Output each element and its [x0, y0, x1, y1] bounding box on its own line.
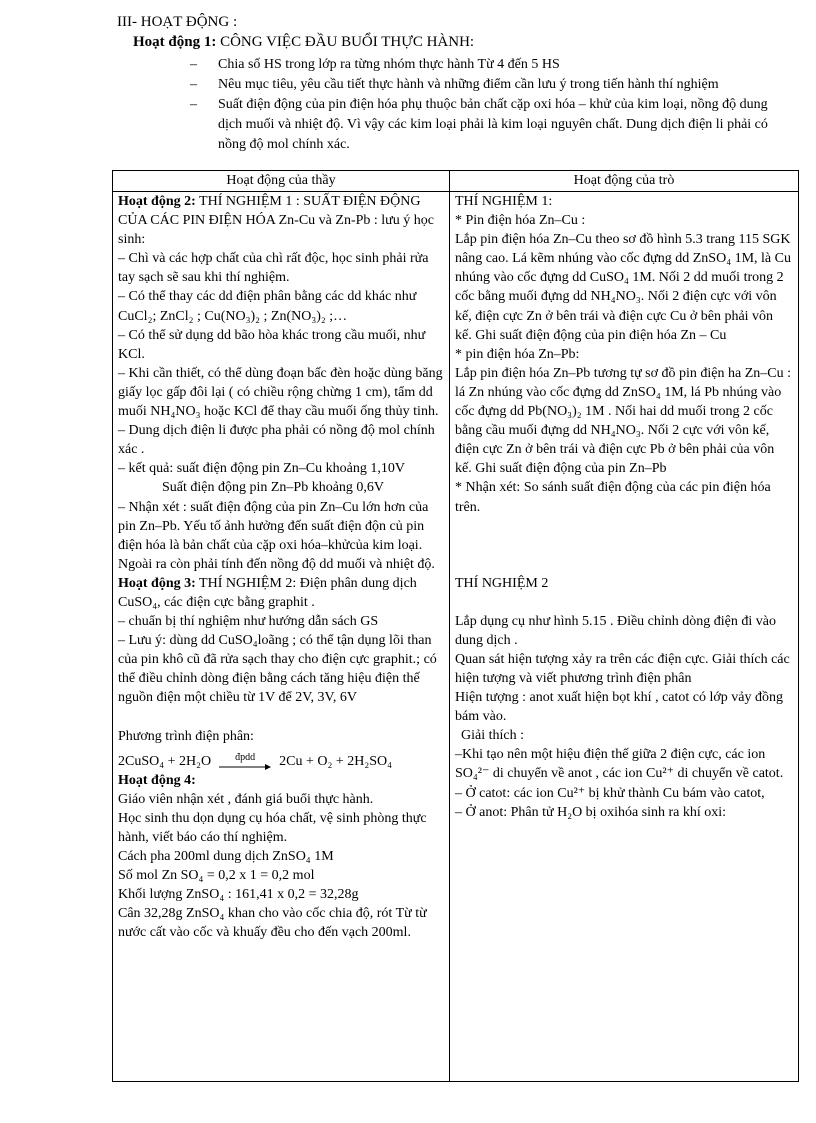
section-heading: III- HOẠT ĐỘNG : [117, 14, 238, 30]
experiment1-subtitle: * Pin điện hóa Zn–Cu : [455, 213, 586, 229]
activity2-label: Hoạt động 2: [118, 194, 196, 209]
teacher-column-header: Hoạt động của thầy [113, 171, 450, 192]
experiment1-text: Lắp pin điện hóa Zn–Pb tương tự sơ đồ pin điện ha Zn–Cu : lá Zn nhúng vào cốc đựng dd ZnSO₄ 1M, lá Pb nhúng vào cốc đựng dd Pb(NO₃)₂ 1M . Nối hai dd muối trong 2 cốc bằng cầu muối đựng dd NH₄NO₃. Nối 2 cực với vôn kế, điện cực Zn ở bên trái và điện cực Pb ở bên phải của vôn kế. Ghi suất điện động của pin Zn–Pb [455, 365, 792, 477]
activity1-list [190, 55, 790, 155]
table-header-row [113, 171, 799, 192]
teacher-note: – Có thể sử dụng dd bão hòa khác trong cầu muối, như KCl. [118, 327, 426, 362]
experiment1-text: Lắp pin điện hóa Zn–Cu theo sơ đồ hình 5.3 trang 115 SGK nâng cao. Lá kẽm nhúng vào cốc đựng dd ZnSO₄ 1M, là Cu nhúng vào cốc đựng dd CuSO₄ 1M. Nối 2 dd muối trong 2 cốc bằng muối đựng dd NH₄NO₃. Nối 2 điện cực với vôn kế, điện cực Zn ở bên trái và điện cực Cu ở bên phải vôn kế. Ghi suất điện động của pin điện hóa Zn – Cu [455, 232, 791, 343]
table-row [113, 192, 799, 1082]
activity4-line: Cách pha 200ml dung dịch ZnSO₄ 1M [118, 849, 334, 865]
list-item-text: Nêu mục tiêu, yêu cầu tiết thực hành và những điểm cần lưu ý trong tiến hành thí nghiệm [218, 77, 719, 92]
teacher-note: – Có thể thay các dd điện phân bằng các dd khác như CuCl₂; ZnCl₂ ; Cu(NO₃)₂ ; Zn(NO₃)₂ ;… [118, 289, 417, 324]
student-cell [450, 192, 799, 1082]
reaction-arrow [219, 753, 271, 771]
dash-marker: – [190, 77, 197, 92]
dash-marker: – [190, 97, 197, 112]
activity3-label: Hoạt động 3: [118, 575, 196, 591]
activity4-line: Giáo viên nhận xét , đánh giá buổi thực hành. [118, 791, 374, 807]
experiment2-phenomenon: Hiện tượng : anot xuất hiện bọt khí , catot có lớp vảy đồng bám vào. [455, 690, 784, 725]
electrolysis-equation [118, 752, 444, 771]
experiment1-subtitle: * pin điện hóa Zn–Pb: [455, 346, 580, 362]
student-column-header: Hoạt động của trò [450, 171, 799, 192]
spacer [118, 708, 444, 727]
activity3-title: THÍ NGHIỆM 2: Điện phân dung dịch CuSO₄, các điện cực bằng graphit . [118, 575, 417, 610]
activity4-line: Cân 32,28g ZnSO₄ khan cho vào cốc chia độ, rót Từ từ nước cất vào cốc và khuấy đều cho đến vạch 200ml. [118, 906, 427, 941]
teacher-remark: – Nhận xét : suất điện động của pin Zn–Cu lớn hơn của pin Zn–Pb. Yếu tố ảnh hưởng đến suất điện độn củ pin điện hóa là bản chất của cặp oxi hóa–khửcủa kim loại. Ngoài ra còn phải tính đến nồng độ dd muối và nhiệt độ. [118, 499, 435, 572]
activity1-label: Hoạt động 1: [133, 34, 217, 50]
spacer [455, 593, 793, 612]
experiment2-text: Lắp dụng cụ như hình 5.15 . Điều chỉnh dòng điện đi vào dung dịch . [455, 613, 776, 648]
list-item [190, 95, 790, 155]
equation-title: Phương trình điện phân: [118, 728, 254, 744]
teacher-note: – Chì và các hợp chất của chì rất độc, học sinh phải rửa tay sạch sẽ sau khi thí nghiệm. [118, 251, 429, 286]
activity4-line: Khối lượng ZnSO₄ : 161,41 x 0,2 = 32,28g [118, 887, 359, 903]
activity3-note: – chuẩn bị thí nghiệm như hướng dẫn sách GS [118, 614, 379, 630]
result-zn-pb: Suất điện động pin Zn–Pb khoảng 0,6V [162, 480, 385, 496]
experiment1-remark: * Nhận xét: So sánh suất điện động của các pin điện hóa trên. [455, 480, 771, 515]
teacher-cell [113, 192, 450, 1082]
activity4-line: Học sinh thu dọn dụng cụ hóa chất, vệ sinh phòng thực hành, viết báo cáo thí nghiệm. [118, 810, 427, 845]
list-item-text: Chia số HS trong lớp ra từng nhóm thực hành Từ 4 đến 5 HS [218, 57, 560, 72]
arrow-right-icon [219, 763, 271, 771]
experiment2-line: – Ở catot: các ion Cu²⁺ bị khử thành Cu bám vào catot, [455, 785, 765, 801]
activity2-heading [118, 192, 444, 249]
experiment2-title: THÍ NGHIỆM 2 [455, 575, 549, 591]
list-item [190, 75, 790, 95]
experiment1-title: THÍ NGHIỆM 1: [455, 194, 553, 209]
list-item [190, 55, 790, 75]
activity2-title: THÍ NGHIỆM 1 : SUẤT ĐIỆN ĐỘNG CỦA CÁC PIN ĐIỆN HÓA Zn-Cu và Zn-Pb : lưu ý học sinh: [118, 194, 434, 248]
experiment2-explain-label: Giải thích : [461, 728, 524, 744]
activity4-heading [118, 771, 444, 790]
activity3-note: – Lưu ý: dùng dd CuSO₄loãng ; có thể tận dụng lõi than của pin khô cũ đã rửa sạch thay cho điện cực graphit.; có thể điều chỉnh dòng điện bằng cách tăng hiệu điện thế nguồn điện một chiều từ 1V để 2V, 3V, 6V [118, 633, 437, 706]
activity3-heading [118, 574, 444, 612]
equation-left: 2CuSO₄ + 2H₂O [118, 753, 212, 769]
spacer [455, 517, 793, 555]
teacher-note: – kết quả: suất điện động pin Zn–Cu khoảng 1,10V [118, 461, 405, 477]
activity4-line: Số mol Zn SO₄ = 0,2 x 1 = 0,2 mol [118, 868, 315, 884]
activity1-heading [133, 34, 474, 51]
list-item-text: Suất điện động của pin điện hóa phụ thuộc bản chất cặp oxi hóa – khử của kim loại, nồng độ dung dịch muối và nhiệt độ. Vì vậy các kim loại phải là kim loại nguyên chất. Dung dịch điện li phải có nồng độ mol chính xác. [218, 97, 768, 152]
equation-right: 2Cu + O₂ + 2H₂SO₄ [279, 753, 393, 769]
experiment2-line: –Khi tạo nên một hiệu điện thế giữa 2 điện cực, các ion SO₄²⁻ di chuyển về anot , các ion Cu²⁺ di chuyển về catot. [455, 747, 784, 782]
experiment2-line: – Ở anot: Phân tử H₂O bị oxihóa sinh ra khí oxi: [455, 804, 727, 820]
spacer [455, 555, 793, 574]
arrow-label: đpdd [235, 751, 256, 763]
activity4-label: Hoạt động 4: [118, 772, 196, 788]
activities-table [112, 170, 799, 1082]
experiment2-observe: Quan sát hiện tượng xảy ra trên các điện cực. Giải thích các hiện tượng và viết phương trình điện phân [455, 651, 790, 686]
teacher-note: – Khi cần thiết, có thể dùng đoạn bấc đèn hoặc dùng băng giấy lọc gấp đôi lại ( có chiều rộng chừng 1 cm), tẩm dd muối NH₄NO₃ hoặc KCl để thay cầu muối ống thủy tinh. [118, 365, 443, 420]
activity1-title: CÔNG VIỆC ĐẦU BUỔI THỰC HÀNH: [220, 34, 475, 50]
teacher-note: – Dung dịch điện li được pha phải có nồng độ mol chính xác . [118, 423, 435, 458]
dash-marker: – [190, 57, 197, 72]
